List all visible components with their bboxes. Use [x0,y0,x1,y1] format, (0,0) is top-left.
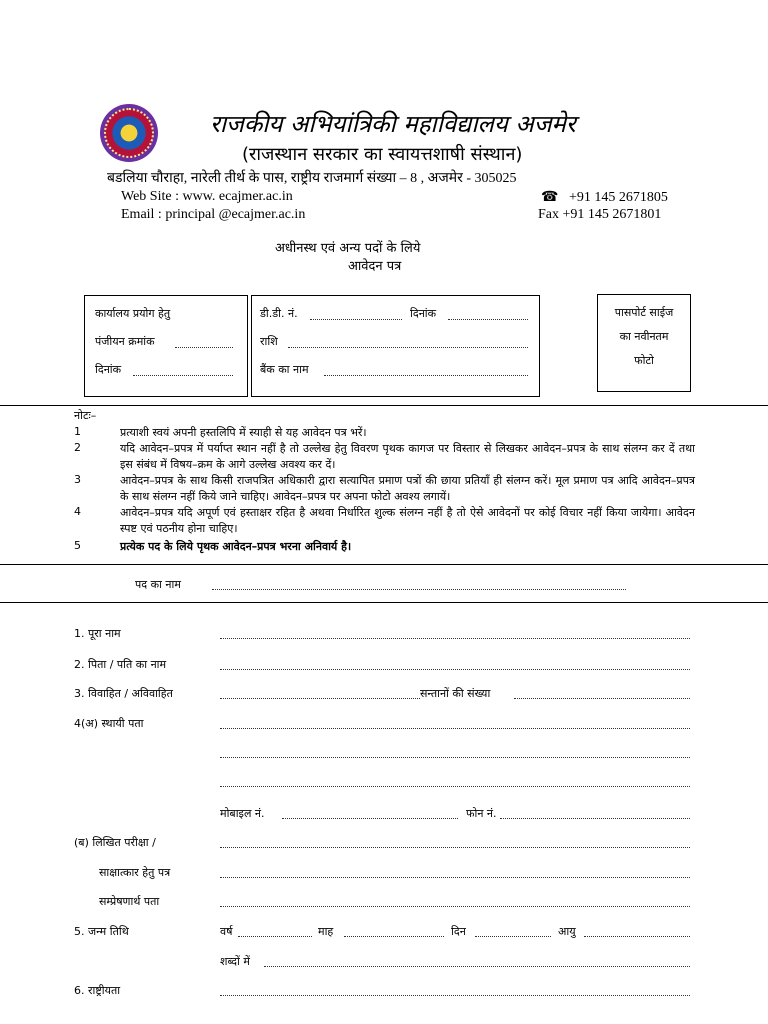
bank-label: बैंक का नाम [260,363,309,376]
marital-status-label: 3. विवाहित / अविवाहित [74,687,173,700]
divider [0,602,768,603]
website-text: Web Site : www. ecajmer.ac.in [121,189,293,204]
note-text: आवेदन–प्रपत्र के साथ किसी राजपत्रित अधिकारी द्वारा सत्यापित प्रमाण पत्रों की छाया प्रतियाँ ही संलग्न करें। मूल प्रमाण पत्र आदि आवेदन–प्रपत्र के साथ संलग्न नहीं किये जाने चाहिए। आवेदन–प्रपत्र पर अपना फोटो अवश्य लगायें। [120,474,695,503]
note-text: प्रत्येक पद के लिये पृथक आवेदन–प्रपत्र भरना अनिवार्य है। [120,540,352,553]
permanent-address-field[interactable] [220,728,690,729]
note-number: 3 [74,473,81,486]
phone-icon: ☎ [541,190,559,205]
month-label: माह [318,925,334,938]
phone-row [541,189,668,206]
bank-field[interactable] [324,375,528,376]
college-subtitle: (राजस्थान सरकार का स्वायत्तशाषी संस्थान) [242,144,523,165]
note-text: आवेदन–प्रपत्र यदि अपूर्ण एवं हस्ताक्षर रहित है अथवा निर्धारित शुल्क संलग्न नहीं है तो ऐसे आवेदनों पर कोई विचार नहीं किया जायेगा। आवेदन स्पष्ट एवं पठनीय होना चाहिए। [120,506,695,535]
note-number: 4 [74,505,81,518]
age-field[interactable] [584,936,690,937]
children-count-label: सन्तानों की संख्या [420,687,491,700]
phone-field[interactable] [500,818,690,819]
year-field[interactable] [238,936,312,937]
full-name-label: 1. पूरा नाम [74,627,121,640]
fax-text: Fax +91 145 2671801 [538,207,662,222]
notes-label: नोटः– [74,409,97,422]
photo-line1: पासपोर्ट साईज [614,306,674,319]
note-number: 2 [74,441,81,454]
photo-box[interactable] [597,294,691,392]
nationality-field[interactable] [220,995,690,996]
form-heading-line1: अधीनस्थ एवं अन्य पदों के लिये [275,241,421,256]
phone-label: फोन नं. [466,807,497,820]
dob-label: 5. जन्म तिथि [74,925,129,938]
year-label: वर्ष [220,925,233,938]
correspondence-label-1: (ब) लिखित परीक्षा / [74,836,156,849]
day-label: दिन [451,925,466,938]
correspondence-label-3: सम्प्रेषणार्थ पता [99,895,160,908]
amount-field[interactable] [288,347,528,348]
note-text: यदि आवेदन–प्रपत्र में पर्याप्त स्थान नहीं है तो उल्लेख हेतु विवरण पृथक कागज पर विस्तार से लिखकर आवेदन–प्रपत्र के साथ संलग्न कर दें तथा इस संबंध में विषय–क्रम के आगे उल्लेख अवश्य कर दें। [120,442,695,471]
form-heading-line2: आवेदन पत्र [348,259,402,274]
full-name-field[interactable] [220,638,690,639]
dd-date-field[interactable] [448,319,528,320]
father-name-label: 2. पिता / पति का नाम [74,658,167,671]
permanent-address-field[interactable] [220,786,690,787]
children-count-field[interactable] [514,698,690,699]
dob-words-label: शब्दों में [220,955,250,968]
note-text: प्रत्याशी स्वयं अपनी हस्तलिपि में स्याही से यह आवेदन पत्र भरें। [120,426,367,439]
email-text: Email : principal @ecajmer.ac.in [121,207,306,222]
dd-number-label: डी.डी. नं. [260,307,298,320]
photo-line2: का नवीनतम [619,330,669,343]
mobile-label: मोबाइल नं. [220,807,265,820]
amount-label: राशि [260,335,278,348]
day-field[interactable] [475,936,551,937]
office-date-label: दिनांक [95,363,122,376]
registration-label: पंजीयन क्रमांक [95,335,155,348]
office-use-box [84,295,248,397]
age-label: आयु [558,925,576,938]
photo-line3: फोटो [634,354,654,367]
note-number: 5 [74,539,81,552]
college-address: बडलिया चौराहा, नारेली तीर्थ के पास, राष्ट्रीय राजमार्ग संख्या – 8 , अजमेर - 305025 [107,171,517,186]
divider [0,405,768,406]
office-date-field[interactable] [133,375,233,376]
correspondence-address-field[interactable] [220,847,690,848]
divider [0,564,768,565]
post-name-label: पद का नाम [135,578,181,591]
dd-number-field[interactable] [310,319,402,320]
month-field[interactable] [344,936,444,937]
dd-details-box [251,295,540,397]
father-name-field[interactable] [220,669,690,670]
office-use-title: कार्यालय प्रयोग हेतु [95,307,171,320]
permanent-address-label: 4(अ) स्थायी पता [74,717,144,730]
registration-field[interactable] [175,347,233,348]
nationality-label: 6. राष्ट्रीयता [74,984,121,997]
dd-date-label: दिनांक [410,307,437,320]
dob-words-field[interactable] [264,966,690,967]
note-number: 1 [74,425,81,438]
post-name-field[interactable] [212,589,626,590]
college-logo [100,104,158,162]
correspondence-address-field[interactable] [220,877,690,878]
permanent-address-field[interactable] [220,757,690,758]
correspondence-label-2: साक्षात्कार हेतु पत्र [99,866,171,879]
mobile-field[interactable] [282,818,458,819]
marital-status-field[interactable] [220,698,420,699]
phone-text: +91 145 2671805 [568,190,668,205]
college-title: राजकीय अभियांत्रिकी महाविद्यालय अजमेर [210,110,576,138]
correspondence-address-field[interactable] [220,906,690,907]
